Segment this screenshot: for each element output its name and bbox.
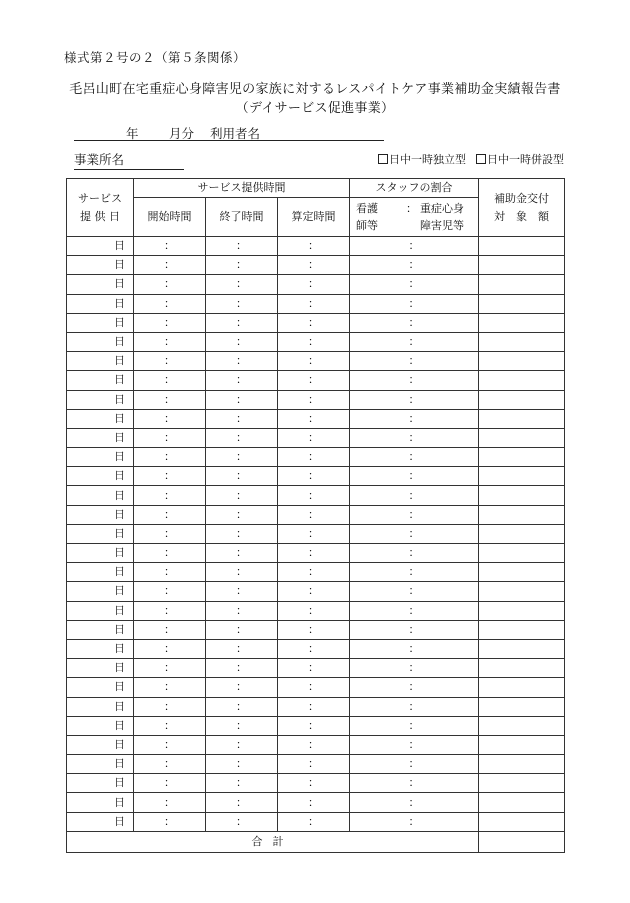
subsidy-amount-cell[interactable] <box>479 409 565 428</box>
calc-time-cell[interactable]: ： <box>278 678 350 697</box>
start-time-cell[interactable]: ： <box>134 620 206 639</box>
end-time-cell[interactable]: ： <box>206 448 278 467</box>
staff-ratio-cell[interactable]: ： <box>350 352 479 371</box>
end-time-cell[interactable]: ： <box>206 275 278 294</box>
service-day-cell[interactable]: 日 <box>67 735 134 754</box>
office-name-field[interactable]: 事業所名 <box>74 150 184 170</box>
staff-ratio-cell[interactable]: ： <box>350 371 479 390</box>
end-time-cell[interactable]: ： <box>206 256 278 275</box>
subsidy-amount-cell[interactable] <box>479 544 565 563</box>
subsidy-amount-cell[interactable] <box>479 793 565 812</box>
service-day-cell[interactable]: 日 <box>67 275 134 294</box>
table-row <box>67 352 565 371</box>
end-time-cell[interactable]: ： <box>206 697 278 716</box>
staff-ratio-cell[interactable]: ： <box>350 659 479 678</box>
start-time-cell[interactable]: ： <box>134 352 206 371</box>
staff-ratio-cell[interactable]: ： <box>350 409 479 428</box>
service-day-cell[interactable]: 日 <box>67 467 134 486</box>
start-time-cell[interactable]: ： <box>134 563 206 582</box>
staff-ratio-cell[interactable]: ： <box>350 428 479 447</box>
service-day-cell[interactable]: 日 <box>67 409 134 428</box>
service-day-cell[interactable]: 日 <box>67 256 134 275</box>
end-time-cell[interactable]: ： <box>206 563 278 582</box>
calc-time-cell[interactable]: ： <box>278 639 350 658</box>
calc-time-cell[interactable]: ： <box>278 697 350 716</box>
subsidy-amount-cell[interactable] <box>479 275 565 294</box>
staff-ratio-cell[interactable]: ： <box>350 620 479 639</box>
end-time-header: 終了時間 <box>206 198 278 237</box>
end-time-cell[interactable]: ： <box>206 371 278 390</box>
service-day-cell[interactable]: 日 <box>67 620 134 639</box>
independent-type-label: 日中一時独立型 <box>389 153 466 166</box>
end-time-cell[interactable]: ： <box>206 332 278 351</box>
service-day-cell[interactable]: 日 <box>67 352 134 371</box>
calc-time-cell[interactable]: ： <box>278 256 350 275</box>
end-time-cell[interactable]: ： <box>206 793 278 812</box>
subsidy-amount-cell[interactable] <box>479 582 565 601</box>
year-label: 年 <box>126 126 139 141</box>
service-day-cell[interactable]: 日 <box>67 774 134 793</box>
service-day-cell[interactable]: 日 <box>67 313 134 332</box>
subsidy-amount-cell[interactable] <box>479 505 565 524</box>
service-day-cell[interactable]: 日 <box>67 563 134 582</box>
service-day-cell[interactable]: 日 <box>67 505 134 524</box>
calc-time-cell[interactable]: ： <box>278 275 350 294</box>
start-time-cell[interactable]: ： <box>134 735 206 754</box>
calc-time-cell[interactable]: ： <box>278 390 350 409</box>
start-time-header: 開始時間 <box>134 198 206 237</box>
end-time-cell[interactable]: ： <box>206 313 278 332</box>
table-row <box>67 409 565 428</box>
end-time-cell[interactable]: ： <box>206 505 278 524</box>
calc-time-cell[interactable]: ： <box>278 486 350 505</box>
calc-time-cell[interactable]: ： <box>278 428 350 447</box>
staff-ratio-cell[interactable]: ： <box>350 678 479 697</box>
calc-time-cell[interactable]: ： <box>278 467 350 486</box>
attached-type-label: 日中一時併設型 <box>487 153 564 166</box>
calc-time-header: 算定時間 <box>278 198 350 237</box>
staff-ratio-subheader: 看護 ： 重症心身 師等 障害児等 <box>350 198 479 237</box>
start-time-cell[interactable]: ： <box>134 256 206 275</box>
start-time-cell[interactable]: ： <box>134 390 206 409</box>
service-day-cell[interactable]: 日 <box>67 428 134 447</box>
staff-ratio-cell[interactable]: ： <box>350 237 479 256</box>
total-label: 合計 <box>67 831 479 852</box>
subsidy-amount-cell[interactable] <box>479 697 565 716</box>
staff-ratio-cell[interactable]: ： <box>350 390 479 409</box>
start-time-cell[interactable]: ： <box>134 237 206 256</box>
table-row <box>67 774 565 793</box>
staff-ratio-cell[interactable]: ： <box>350 275 479 294</box>
start-time-cell[interactable]: ： <box>134 544 206 563</box>
end-time-cell[interactable]: ： <box>206 620 278 639</box>
service-day-cell[interactable]: 日 <box>67 332 134 351</box>
table-row <box>67 486 565 505</box>
end-time-cell[interactable]: ： <box>206 812 278 831</box>
table-row <box>67 294 565 313</box>
table-row <box>67 256 565 275</box>
staff-ratio-cell[interactable]: ： <box>350 601 479 620</box>
table-row <box>67 812 565 831</box>
subsidy-amount-cell[interactable] <box>479 620 565 639</box>
service-day-cell[interactable]: 日 <box>67 544 134 563</box>
staff-ratio-cell[interactable]: ： <box>350 332 479 351</box>
staff-ratio-cell[interactable]: ： <box>350 812 479 831</box>
end-time-cell[interactable]: ： <box>206 582 278 601</box>
table-row <box>67 659 565 678</box>
calc-time-cell[interactable]: ： <box>278 409 350 428</box>
start-time-cell[interactable]: ： <box>134 371 206 390</box>
subsidy-amount-cell[interactable] <box>479 716 565 735</box>
staff-ratio-cell[interactable]: ： <box>350 313 479 332</box>
table-row <box>67 601 565 620</box>
calc-time-cell[interactable]: ： <box>278 601 350 620</box>
service-day-cell[interactable]: 日 <box>67 659 134 678</box>
staff-ratio-cell[interactable]: ： <box>350 524 479 543</box>
subsidy-amount-cell[interactable] <box>479 294 565 313</box>
service-day-cell[interactable]: 日 <box>67 582 134 601</box>
calc-time-cell[interactable]: ： <box>278 755 350 774</box>
staff-ratio-cell[interactable]: ： <box>350 294 479 313</box>
service-day-cell[interactable]: 日 <box>67 755 134 774</box>
calc-time-cell[interactable]: ： <box>278 448 350 467</box>
staff-ratio-cell[interactable]: ： <box>350 755 479 774</box>
service-day-cell[interactable]: 日 <box>67 448 134 467</box>
end-time-cell[interactable]: ： <box>206 678 278 697</box>
service-day-cell[interactable]: 日 <box>67 793 134 812</box>
start-time-cell[interactable]: ： <box>134 678 206 697</box>
end-time-cell[interactable]: ： <box>206 409 278 428</box>
start-time-cell[interactable]: ： <box>134 601 206 620</box>
table-row <box>67 620 565 639</box>
end-time-cell[interactable]: ： <box>206 735 278 754</box>
calc-time-cell[interactable]: ： <box>278 812 350 831</box>
start-time-cell[interactable]: ： <box>134 697 206 716</box>
staff-ratio-cell[interactable]: ： <box>350 544 479 563</box>
user-period-field[interactable] <box>74 124 384 141</box>
calc-time-cell[interactable]: ： <box>278 774 350 793</box>
table-row <box>67 371 565 390</box>
subsidy-amount-cell[interactable] <box>479 371 565 390</box>
start-time-cell[interactable]: ： <box>134 755 206 774</box>
attached-type-checkbox[interactable] <box>476 154 486 164</box>
subsidy-amount-cell[interactable] <box>479 735 565 754</box>
end-time-cell[interactable]: ： <box>206 390 278 409</box>
service-day-cell[interactable]: 日 <box>67 697 134 716</box>
facility-type-options <box>378 151 564 167</box>
service-day-cell[interactable]: 日 <box>67 601 134 620</box>
table-row <box>67 390 565 409</box>
staff-ratio-cell[interactable]: ： <box>350 448 479 467</box>
start-time-cell[interactable]: ： <box>134 294 206 313</box>
table-row <box>67 524 565 543</box>
end-time-cell[interactable]: ： <box>206 601 278 620</box>
start-time-cell[interactable]: ： <box>134 448 206 467</box>
start-time-cell[interactable]: ： <box>134 275 206 294</box>
table-row <box>67 428 565 447</box>
table-row <box>67 639 565 658</box>
service-day-cell[interactable]: 日 <box>67 390 134 409</box>
start-time-cell[interactable]: ： <box>134 486 206 505</box>
calc-time-cell[interactable]: ： <box>278 659 350 678</box>
end-time-cell[interactable]: ： <box>206 428 278 447</box>
calc-time-cell[interactable]: ： <box>278 524 350 543</box>
end-time-cell[interactable]: ： <box>206 544 278 563</box>
end-time-cell[interactable]: ： <box>206 716 278 735</box>
subsidy-amount-header: 補助金交付 対 象 額 <box>479 179 565 237</box>
start-time-cell[interactable]: ： <box>134 582 206 601</box>
calc-time-cell[interactable]: ： <box>278 582 350 601</box>
report-table <box>66 178 565 853</box>
calc-time-cell[interactable]: ： <box>278 505 350 524</box>
table-row <box>67 678 565 697</box>
staff-ratio-header: スタッフの割合 <box>350 179 479 198</box>
table-row <box>67 505 565 524</box>
user-name-label: 利用者名 <box>210 126 261 141</box>
start-time-cell[interactable]: ： <box>134 659 206 678</box>
end-time-cell[interactable]: ： <box>206 774 278 793</box>
calc-time-cell[interactable]: ： <box>278 294 350 313</box>
staff-ratio-cell[interactable]: ： <box>350 793 479 812</box>
calc-time-cell[interactable]: ： <box>278 716 350 735</box>
end-time-cell[interactable]: ： <box>206 755 278 774</box>
staff-ratio-cell[interactable]: ： <box>350 467 479 486</box>
calc-time-cell[interactable]: ： <box>278 793 350 812</box>
start-time-cell[interactable]: ： <box>134 716 206 735</box>
table-row <box>67 735 565 754</box>
staff-ratio-cell[interactable]: ： <box>350 697 479 716</box>
start-time-cell[interactable]: ： <box>134 467 206 486</box>
subsidy-amount-cell[interactable] <box>479 659 565 678</box>
form-number: 様式第２号の２（第５条関係） <box>64 50 247 65</box>
staff-ratio-cell[interactable]: ： <box>350 735 479 754</box>
calc-time-cell[interactable]: ： <box>278 563 350 582</box>
end-time-cell[interactable]: ： <box>206 659 278 678</box>
service-day-cell[interactable]: 日 <box>67 237 134 256</box>
staff-ratio-cell[interactable]: ： <box>350 582 479 601</box>
start-time-cell[interactable]: ： <box>134 524 206 543</box>
calc-time-cell[interactable]: ： <box>278 313 350 332</box>
start-time-cell[interactable]: ： <box>134 812 206 831</box>
calc-time-cell[interactable]: ： <box>278 352 350 371</box>
month-label: 月分 <box>169 126 195 141</box>
subsidy-amount-cell[interactable] <box>479 524 565 543</box>
table-row <box>67 275 565 294</box>
table-row <box>67 697 565 716</box>
end-time-cell[interactable]: ： <box>206 294 278 313</box>
subsidy-amount-cell[interactable] <box>479 678 565 697</box>
subsidy-amount-cell[interactable] <box>479 256 565 275</box>
table-row <box>67 582 565 601</box>
start-time-cell[interactable]: ： <box>134 774 206 793</box>
subsidy-amount-cell[interactable] <box>479 601 565 620</box>
table-row <box>67 563 565 582</box>
calc-time-cell[interactable]: ： <box>278 332 350 351</box>
table-row <box>67 237 565 256</box>
end-time-cell[interactable]: ： <box>206 639 278 658</box>
staff-ratio-cell[interactable]: ： <box>350 486 479 505</box>
end-time-cell[interactable]: ： <box>206 467 278 486</box>
start-time-cell[interactable]: ： <box>134 793 206 812</box>
subsidy-amount-cell[interactable] <box>479 486 565 505</box>
table-row <box>67 332 565 351</box>
start-time-cell[interactable]: ： <box>134 428 206 447</box>
end-time-cell[interactable]: ： <box>206 486 278 505</box>
subsidy-amount-cell[interactable] <box>479 390 565 409</box>
staff-ratio-cell[interactable]: ： <box>350 774 479 793</box>
start-time-cell[interactable]: ： <box>134 332 206 351</box>
table-row <box>67 448 565 467</box>
calc-time-cell[interactable]: ： <box>278 237 350 256</box>
staff-ratio-cell[interactable]: ： <box>350 716 479 735</box>
calc-time-cell[interactable]: ： <box>278 371 350 390</box>
staff-ratio-cell[interactable]: ： <box>350 505 479 524</box>
subsidy-amount-cell[interactable] <box>479 812 565 831</box>
subsidy-amount-cell[interactable] <box>479 755 565 774</box>
office-row <box>74 150 564 166</box>
subsidy-amount-cell[interactable] <box>479 639 565 658</box>
report-title: 毛呂山町在宅重症心身障害児の家族に対するレスパイトケア事業補助金実績報告書 <box>69 82 561 97</box>
report-subtitle: （デイサービス促進事業） <box>235 101 395 116</box>
subsidy-amount-cell[interactable] <box>479 352 565 371</box>
subsidy-amount-cell[interactable] <box>479 774 565 793</box>
start-time-cell[interactable]: ： <box>134 409 206 428</box>
total-amount-cell[interactable] <box>479 831 565 852</box>
subsidy-amount-cell[interactable] <box>479 448 565 467</box>
service-day-cell[interactable]: 日 <box>67 486 134 505</box>
subsidy-amount-cell[interactable] <box>479 563 565 582</box>
start-time-cell[interactable]: ： <box>134 505 206 524</box>
table-row <box>67 313 565 332</box>
staff-ratio-cell[interactable]: ： <box>350 639 479 658</box>
service-day-cell[interactable]: 日 <box>67 371 134 390</box>
service-time-header: サービス提供時間 <box>134 179 350 198</box>
end-time-cell[interactable]: ： <box>206 524 278 543</box>
calc-time-cell[interactable]: ： <box>278 620 350 639</box>
staff-ratio-cell[interactable]: ： <box>350 563 479 582</box>
table-row <box>67 716 565 735</box>
service-day-cell[interactable]: 日 <box>67 524 134 543</box>
subsidy-amount-cell[interactable] <box>479 237 565 256</box>
service-day-cell[interactable]: 日 <box>67 639 134 658</box>
calc-time-cell[interactable]: ： <box>278 735 350 754</box>
subsidy-amount-cell[interactable] <box>479 428 565 447</box>
calc-time-cell[interactable]: ： <box>278 544 350 563</box>
independent-type-checkbox[interactable] <box>378 154 388 164</box>
start-time-cell[interactable]: ： <box>134 639 206 658</box>
table-row <box>67 755 565 774</box>
table-row <box>67 544 565 563</box>
table-row <box>67 467 565 486</box>
subsidy-amount-cell[interactable] <box>479 313 565 332</box>
subsidy-amount-cell[interactable] <box>479 332 565 351</box>
subsidy-amount-cell[interactable] <box>479 467 565 486</box>
table-row <box>67 793 565 812</box>
end-time-cell[interactable]: ： <box>206 352 278 371</box>
total-row <box>67 831 565 852</box>
end-time-cell[interactable]: ： <box>206 237 278 256</box>
service-day-cell[interactable]: 日 <box>67 294 134 313</box>
service-day-cell[interactable]: 日 <box>67 678 134 697</box>
service-day-cell[interactable]: 日 <box>67 812 134 831</box>
start-time-cell[interactable]: ： <box>134 313 206 332</box>
service-day-cell[interactable]: 日 <box>67 716 134 735</box>
staff-ratio-cell[interactable]: ： <box>350 256 479 275</box>
service-day-header: サービス 提 供 日 <box>67 179 134 237</box>
